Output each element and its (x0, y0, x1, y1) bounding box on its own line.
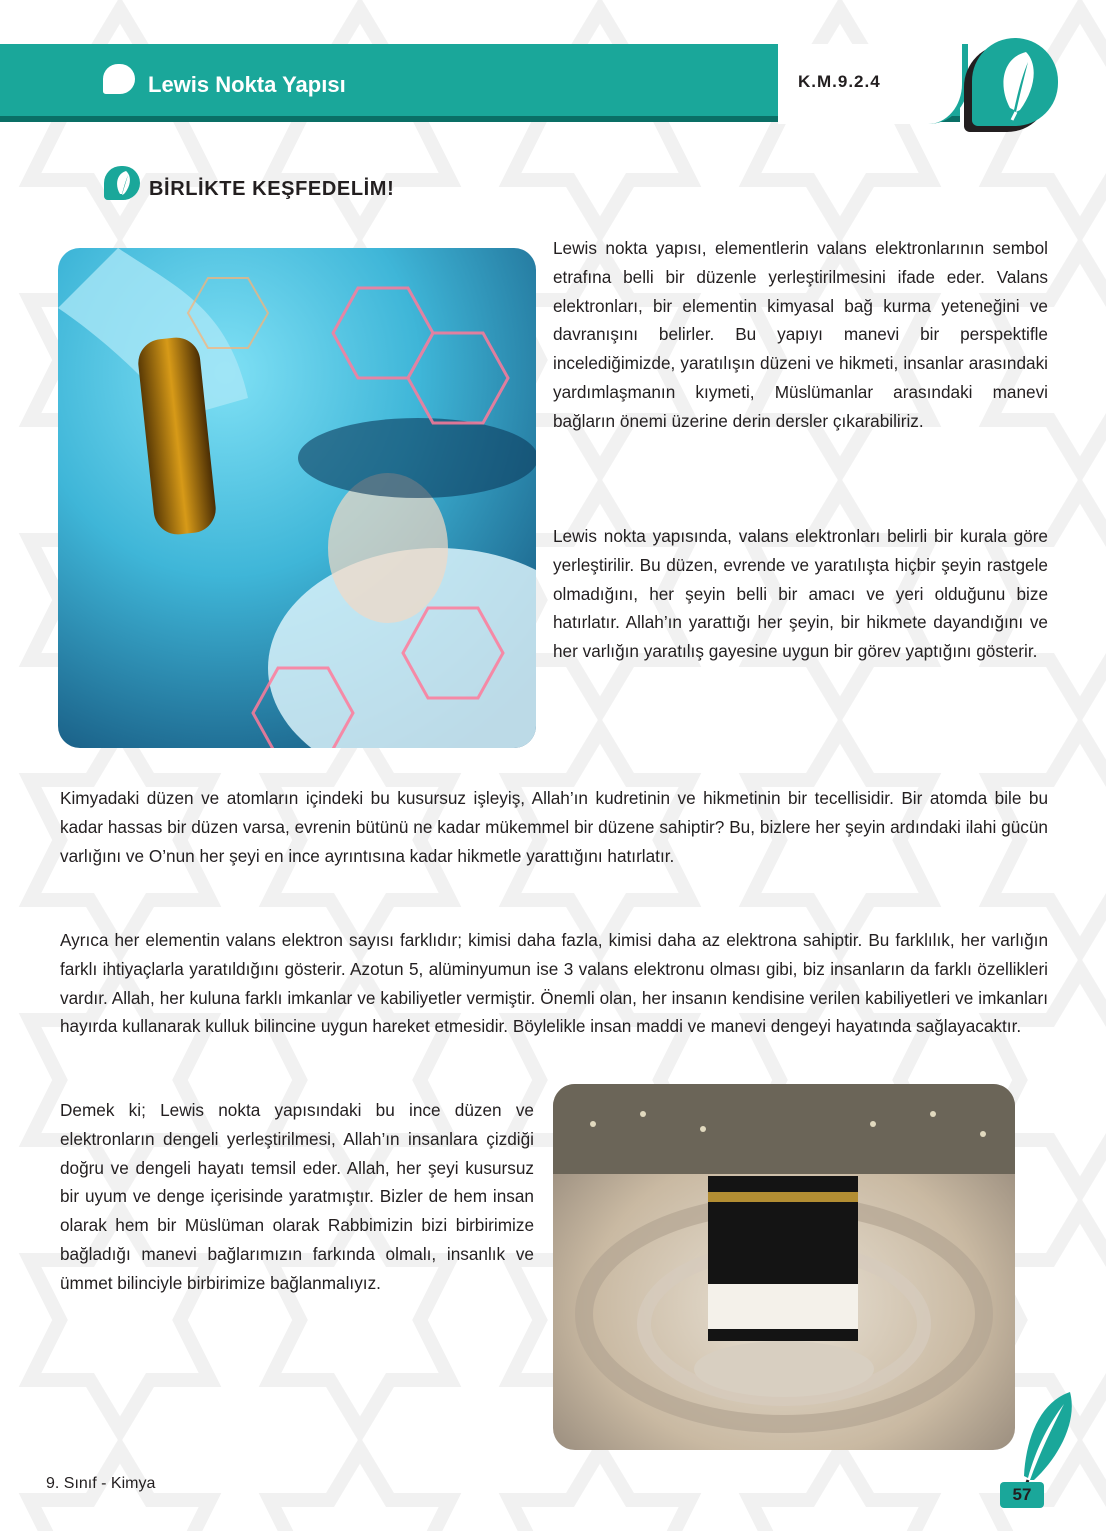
paragraph-rule: Lewis nokta yapısında, valans elektronları belirli bir kurala göre yerleştirilir. Bu düzen, evrende ve yaratılışta hiçbir şeyin rastgele olmadığını, her şeyin belli bir amacı ve yeri olduğunu bize hatırlatır. Allah’ın yarattığı her şeyin, bir hikmete dayandığını ve her varlığın yaratılış gayesine uygun bir görev yaptığını gösterir. (553, 526, 1048, 662)
page-number: 57 (1000, 1482, 1044, 1508)
curriculum-code: K.M.9.2.4 (798, 72, 881, 91)
footer-course: 9. Sınıf - Kimya (46, 1475, 156, 1492)
feather-icon (104, 166, 140, 200)
paragraph-conclusion: Demek ki; Lewis nokta yapısındaki bu ince düzen ve elektronların dengeli yerleştirilmesi, Allah’ın insanlara çizdiği doğru ve dengeli hayatı temsil eder. Allah, her şeyi kusursuz bir uyum ve denge içerisinde yaratmıştır. Bizler de hem insan olarak hem bir Müslüman olarak Rabbimizin bizi birbirimize bağladığı manevi bağlarımızın farkında olmalı, insanlık ve ümmet bilinciyle birbirimize bağlanmalıyız. (60, 1100, 534, 1293)
lab-photo (58, 248, 536, 748)
paragraph-intro: Lewis nokta yapısı, elementlerin valans elektronlarının sembol etrafına belli bir düzenle yerleştirilmesini ifade eder. Valans elektronları, bir elementin kimyasal bağ kurma yeteneğini ve davranışını belirler. Bu yapıyı manevi bir perspektifle incelediğimizde, yaratılışın düzeni ve hikmeti, insanlar arasındaki yardımlaşmanın kıymeti, Müslümanlar arasındaki manevi bağların önemi üzerine derin dersler çıkarabiliriz. (553, 238, 1048, 431)
paragraph-difference: Ayrıca her elementin valans elektron sayısı farklıdır; kimisi daha fazla, kimisi daha az elektrona sahiptir. Bu farklılık, her varlığın farklı ihtiyaçlarla yaratıldığını gösterir. Azotun 5, alüminyumun ise 3 valans elektronu olması gibi, biz insanların da farklı özellikleri vardır. Allah, her kuluna farklı imkanlar ve kabiliyetler vermiştir. Önemli olan, her insanın kendisine verilen kabiliyetleri ve imkanları hayırda kullanarak kulluk bilincine uygun hareket etmesidir. Böylelikle insan maddi ve manevi dengeyi hayatında sağlayacaktır. (60, 930, 1048, 1037)
section-title: BİRLİKTE KEŞFEDELİM! (149, 178, 395, 200)
header-bullet-icon (103, 64, 135, 94)
paragraph-order: Kimyadaki düzen ve atomların içindeki bu kusursuz işleyiş, Allah’ın kudretinin ve hikmetinin bir tecellisidir. Bir atomda bile bu kadar hassas bir düzen varsa, evrenin bütünü ne kadar mükemmel bir düzene sahiptir? Bu, bizlere her şeyin ardındaki ilahi gücün varlığını ve O’nun her şeyi en ince ayrıntısına kadar hikmetle yarattığını hatırlatır. (60, 788, 1048, 866)
kaaba-photo (553, 1084, 1015, 1450)
feather-icon (972, 38, 1058, 126)
header-title: Lewis Nokta Yapısı (148, 72, 346, 97)
